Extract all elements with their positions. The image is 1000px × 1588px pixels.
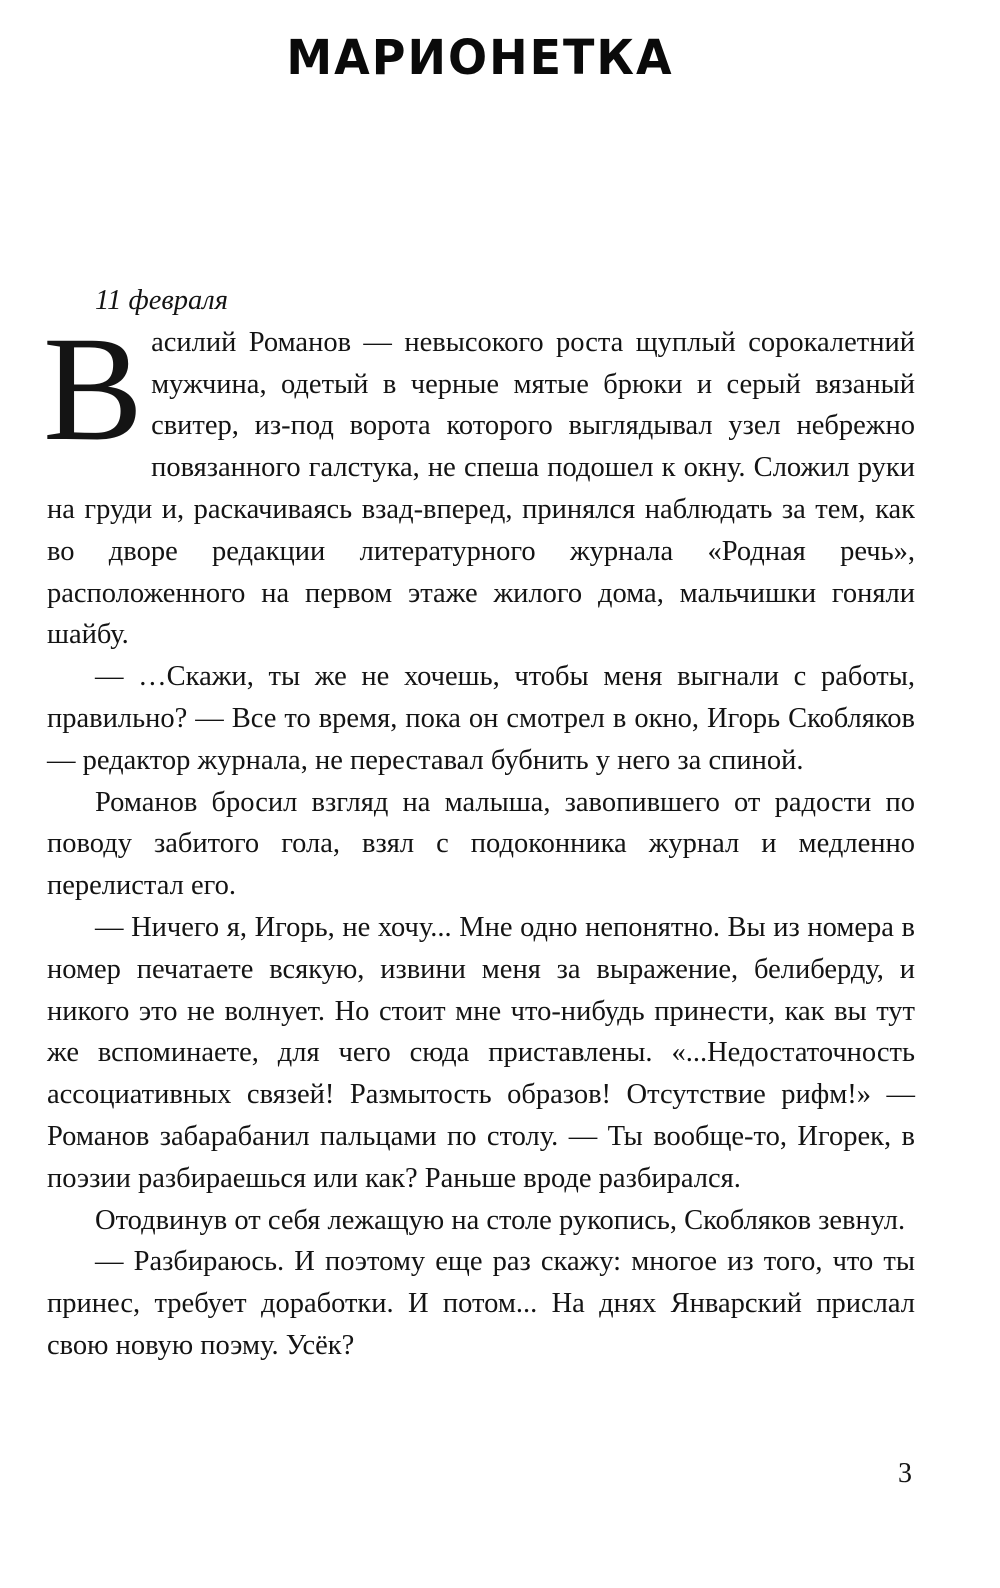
paragraph-1-text: асилий Романов — невысокого роста щуплый сорокалетний мужчина, одетый в черные мятые брюки и серый вязаный свитер, из-под ворота которого выглядывал узел небрежно повязанного галстука, не спеша подошел к окну. Сложил руки на груди и, раскачиваясь взад-вперед, принялся наблюдать за тем, как во дворе редакции литературного журнала «Родная речь», расположенного на первом этаже жилого дома, мальчишки гоняли шайбу. [47, 326, 915, 651]
paragraph-4: — Ничего я, Игорь, не хочу... Мне одно непонятно. Вы из номера в номер печатаете всякую, извини меня за выражение, белиберду, и никого это не волнует. Но стоит мне что-нибудь принести, как вы тут же вспоминаете, для чего сюда приставлены. «...Недостаточность ассоциативных связей! Размытость образов! Отсутствие рифм!» — Романов забарабанил пальцами по столу. — Ты вообще-то, Игорек, в поэзии разбираешься или как? Раньше вроде разбирался. [47, 911, 915, 1194]
paragraph-6: — Разбираюсь. И поэтому еще раз скажу: многое из того, что ты принес, требует доработки. И потом... На днях Январский прислал свою новую поэму. Усёк? [47, 1246, 915, 1361]
drop-cap-letter: В [43, 305, 144, 472]
diary-date: 11 февраля [95, 285, 228, 316]
paragraph-5: Отодвинув от себя лежащую на столе рукопись, Скобляков зевнул. [95, 1204, 906, 1236]
paragraph-1 [43, 305, 915, 656]
paragraph-2: — …Скажи, ты же не хочешь, чтобы меня выгнали с работы, правильно? — Все то время, пока он смотрел в окно, Игорь Скобляков — редактор журнала, не переставал бубнить у него за спиной. [47, 661, 915, 776]
paragraph-3: Романов бросил взгляд на малыша, завопившего от радости по поводу забитого гола, взял с подоконника журнал и медленно перелистал его. [47, 786, 915, 902]
chapter-text [43, 280, 915, 1367]
chapter-title: МАРИОНЕТКА [286, 28, 674, 86]
page-number: 3 [898, 1458, 912, 1489]
